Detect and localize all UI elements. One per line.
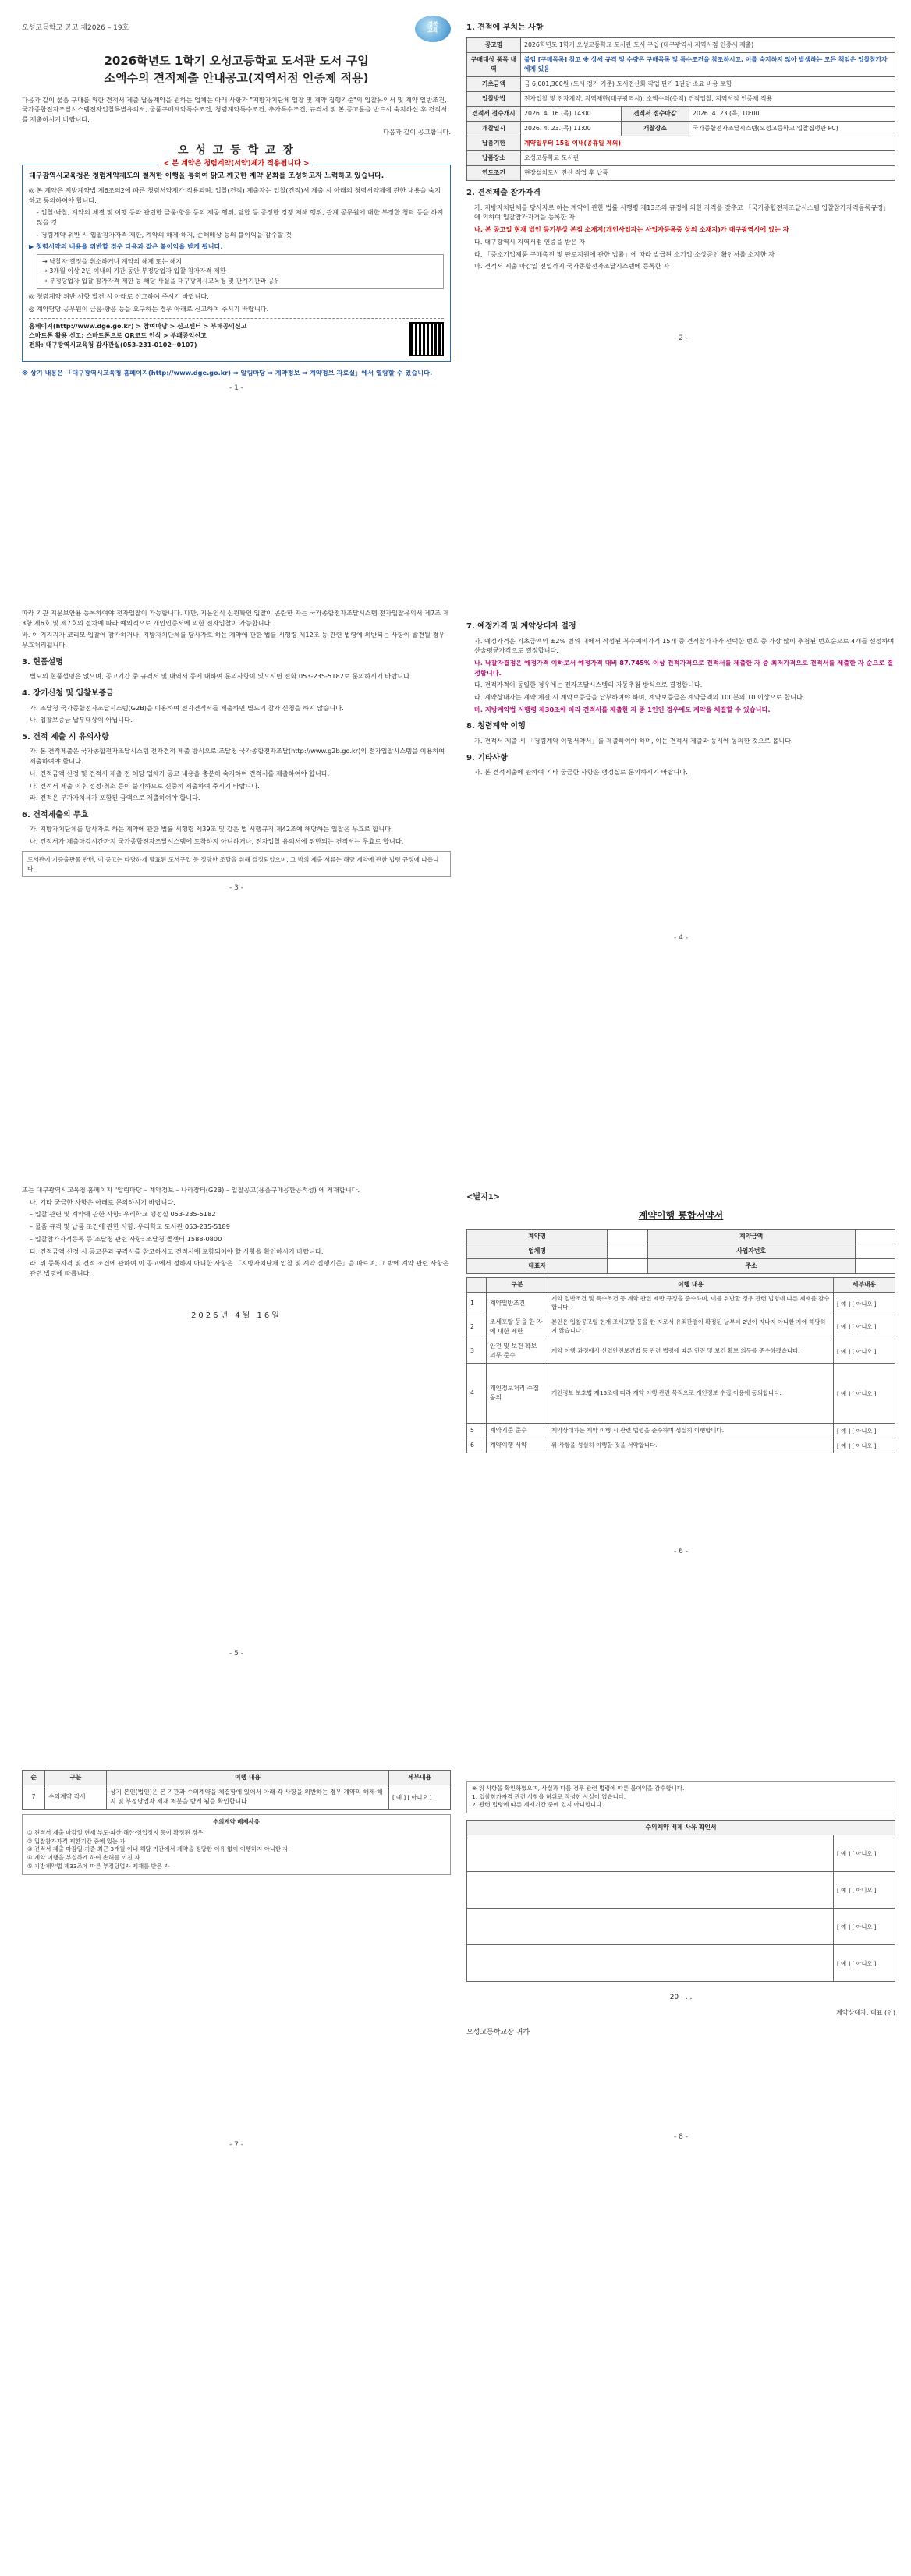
confirm-item: 2. 관련 법령에 따른 제재기간 중에 있지 아니합니다. [472,1801,604,1809]
exclusion-item: ⑤ 지방계약법 제33조에 따른 부정당업자 제재를 받은 자 [27,1862,170,1870]
table-row: 1 계약일반조건 계약 일반조건 및 특수조건 등 계약 관련 제반 규정을 준수하며, 이를 위반할 경우 관련 법령에 따른 제재를 감수합니다. [ 예 ] [ 아니오 ] [467,1293,895,1315]
page-4 [466,583,895,1145]
section-5-item: 나. 견적금액 산정 및 견적서 제출 전 해당 업체가 공고 내용을 충분히 숙지하여 견적서를 제출하여야 합니다. [30,769,330,777]
section-4-item: 나. 입찰보증금 납부대상이 아닙니다. [30,716,133,724]
integrity-head: 대구광역시교육청은 청렴계약제도의 철저한 이행을 통하여 맑고 깨끗한 계약 문화를 조성하고자 노력하고 있습니다. [29,172,385,180]
yes-no-checkbox[interactable]: [ 예 ] [ 아니오 ] [834,1315,895,1339]
contract-info-table [466,1229,895,1274]
section-9-heading: 9. 기타사항 [466,753,508,763]
left-column [22,16,451,2331]
exclusion-title: 수의계약 배제사유 [213,1818,260,1826]
col-header: 순 [23,1771,45,1785]
qr-code-icon [409,322,444,356]
section-6-heading: 6. 견적제출의 무효 [22,810,89,819]
price-item: 가. 예정가격은 기초금액의 ±2% 범위 내에서 작성된 복수예비가격 15개 중 견적참가자가 선택한 번호 중 가장 많이 추첨된 번호순으로 4개를 선정하여 산술평균가격으로 결정합니다. [474,636,895,655]
price-item: 나. 낙찰자결정은 예정가격 이하로서 예정가격 대비 87.745% 이상 견적가격으로 견적서를 제출한 자 중 최저가격으로 견적서를 제출한 자 순으로 결정합니다. [474,658,894,677]
page-number: - 1 - [229,384,243,393]
page-8 [466,1753,895,2337]
contract-amount-field[interactable] [855,1230,895,1244]
contact-item: – 입찰 관련 및 계약에 관한 사항: 우리학교 행정실 053-235-5182 [30,1210,216,1219]
section-3-body: 별도의 현품설명은 없으며, 공고기간 중 규격서 및 내역서 등에 대하여 문의사항이 있으시면 전화 053-235-5182로 문의하시기 바랍니다. [30,672,412,681]
addressee: 오성고등학교장 귀하 [466,2028,530,2036]
report-channels [29,318,444,356]
appendix-title: 계약이행 통합서약서 [638,1209,724,1221]
page-1 [22,16,451,577]
page-2 [466,22,895,583]
table-row: 납품장소 오성고등학교 도서관 [467,151,895,166]
page-6 [466,1145,895,1753]
contact-item: 나. 기타 궁금한 사항은 아래로 문의하시기 바랍니다. [30,1198,175,1206]
table-row: 6 계약이행 서약 위 사항을 성실히 이행할 것을 서약합니다. [ 예 ] [ 아니오 ] [467,1438,895,1453]
page-number: - 2 - [674,334,688,342]
yes-no-checkbox[interactable]: [ 예 ] [ 아니오 ] [834,1293,895,1315]
section-7-heading: 7. 예정가격 및 계약상대자 결정 [466,622,576,631]
section-5-item: 다. 견적서 제출 이후 정정·취소 등이 불가하므로 신중히 제출하여 주시기 바랍니다. [30,781,260,790]
integrity-item: ◎ 청렴계약 위반 사항 발견 시 아래로 신고하여 주시기 바랍니다. [29,292,209,301]
page3-lead2: 바. 이 지지지가 코리모 입찰에 참가하거나, 지방자치단체를 당사자로 하는 계약에 관한 법률 시행령 제12조 등 관련 법령에 위반되는 사항이 발견될 경우 무효처리됩니다. [22,631,445,649]
table-row: 대표자 주소 [467,1259,895,1274]
table-row [467,1835,895,1872]
page-5 [22,1138,451,1746]
eligibility-item: 다. 대구광역시 지역서점 인증을 받은 자 [474,237,586,246]
penalty-item: → 3개월 이상 2년 이내의 기간 동안 부정당업자 입찰 참가자격 제한 [42,267,226,275]
report-phone: 전화: 대구광역시교육청 감사관실(053-231-0102~0107) [29,341,197,349]
confirm-item: 1. 입찰참가자격 관련 사항을 허위로 작성한 사실이 없습니다. [472,1792,626,1800]
notice-date: 2026년 4월 16일 [191,1311,282,1320]
integrity-last: ◎ 계약담당 공무원이 금품·향응 등을 요구하는 경우 아래로 신고하여 주시기 바랍니다. [29,304,269,313]
exclusion-table-title: 수의계약 배제 사유 확인서 [467,1821,895,1835]
footnote-block: 도서관에 기증출판물 관련, 이 공고는 타당하게 발표된 도서구입 등 정당한 조달을 위해 결정되었으며, 그 밖의 제출 서류는 해당 계약에 관한 법령 규정에 따릅니다. [22,851,451,878]
intro-end: 다음과 같이 공고합니다. [383,127,451,136]
report-qr: 스마트폰 활용 신고: 스마트폰으로 QR코드 인식 > 부패공익신고 [29,332,207,340]
section-3-heading: 3. 현품설명 [22,657,63,667]
contact-item: 라. 위 등록자격 및 견적 조건에 관하여 이 공고에서 정하지 아니한 사항은 「지방자치단체 입찰 및 계약 집행기준」을 따르며, 그 밖에 계약 관련 사항은 관련 법령에 따릅니다. [30,1259,449,1277]
confirm-block [466,1781,895,1813]
table-row: 개찰일시 2026. 4. 23.(목) 11:00 개찰장소 국가종합전자조달시스템(오성고등학교 입찰집행관 PC) [467,121,895,136]
page-number: - 7 - [229,2140,243,2149]
contract-name-field[interactable] [608,1230,647,1244]
section-5-item: 가. 본 견적제출은 국가종합전자조달시스템 전자견적 제출 방식으로 조달청 국가종합전자조달(http://www.g2b.go.kr)의 전자입찰시스템을 이용하여 제출하여야 합니다. [30,747,445,766]
page-number: - 5 - [229,1650,243,1658]
penalty-item: → 낙찰자 결정을 취소하거나 계약의 해제 또는 해지 [42,258,183,266]
right-column [466,16,895,2337]
education-logo: 경북 교육 [415,16,451,42]
table-row: 3 안전 및 보건 확보 의무 준수 계약 이행 과정에서 산업안전보건법 등 관련 법령에 따른 안전 및 보건 확보 의무를 준수하겠습니다. [ 예 ] [ 아니오 ] [467,1339,895,1364]
page-number: - 8 - [674,2132,688,2141]
table-row: 견적서 접수개시 2026. 4. 16.(목) 14:00 견적서 접수마감 2026. 4. 23.(목) 10:00 [467,106,895,121]
penalty-item: → 부정당업자 입찰 참가자격 제한 등 해당 사실을 대구광역시교육청 및 관계기관과 공유 [42,277,281,285]
ceo-field[interactable] [608,1259,647,1274]
table-row: 업체명 사업자번호 [467,1244,895,1259]
penalty-head: ▶ 청렴서약의 내용을 위반할 경우 다음과 같은 불이익을 받게 됩니다. [29,242,223,251]
price-item: 마. 지방계약법 시행령 제30조에 따라 견적서를 제출한 자 중 1인인 경우에도 계약을 체결할 수 있습니다. [474,705,771,713]
table-row: 기초금액 금 6,001,300원 (도서 정가 기준) 도서전산화 작업 단가 1권당 소요 비용 포함 [467,76,895,91]
section-4-item: 가. 조달청 국가종합전자조달시스템(G2B)을 이용하여 전자견적서를 제출하면 별도의 참가 신청을 하지 않습니다. [30,703,344,712]
exclusion-block [22,1814,451,1874]
business-number-field[interactable] [855,1244,895,1259]
table-row: 4 개인정보처리 수집 동의 개인정보 보호법 제15조에 따라 계약 이행 관련 목적으로 개인정보 수집·이용에 동의합니다. [ 예 ] [ 아니오 ] [467,1364,895,1424]
pledge-table: 구분 이행 내용 세부내용 1 계약일반조건 계약 일반조건 및 특수조건 등 계약 관련 제반 규정을 준수하며, 이를 위반할 경우 관련 법령에 따른 제재를 감수합니다. [ 예 ] [ 아니오 ] 2 조세포탈 등을 한 자에 대한 제한 본인은 입찰공고일 현재 조세포탈 등을 한 자로서 유죄판결이 확정된 날부터 2년이 지나지 아니한 자에 해당하지 않습니다. [ 예 ] [ 아니오 ] 3 안전 및 보건 확보 의무 준수 계약 이행 과정에서 산업안전보건법 등 관련 법령에 따른 안전 및 보건 확보 의무를 준수하겠습니다. [ 예 ] [ 아니오 ] 4 개인정보처리 수집 동의 개인정보 보호법 제15조에 따라 계약 이행 관련 목적으로 개인정보 수집·이용에 동의합니다. [ 예 ] [ 아니오 ] 5 계약기준 준수 계약상대자는 계약 이행 시 관련 법령을 준수하며 성실히 이행합니다. [ 예 ] [ 아니오 ] 6 계약이행 서약 위 사항을 성실히 이행할 것을 서약합니다. [ 예 ] [ 아니오 ] [466,1277,895,1453]
notice-bottom: ※ 상기 내용은 「대구광역시교육청 홈페이지(http://www.dge.go.kr) ⇒ 알림마당 ⇒ 계약정보 ⇒ 계약정보 자료실」에서 열람할 수 있습니다. [22,368,433,377]
signature-line[interactable]: 계약상대자: 대표 (인) [836,2009,895,2017]
section-2-heading: 2. 견적제출 참가자격 [466,189,541,198]
section-8-heading: 8. 청렴계약 이행 [466,722,526,731]
col-header: 구분 [45,1771,107,1785]
intro-text: 다음과 같이 물품 구매를 위한 견적서 제출·납품계약을 원하는 업체는 아래 사항과 "지방자치단체 입찰 및 계약 집행기준"의 입찰유의서 및 계약 일반조건, 국가종합전자조달시스템전자입찰특별유의서, 물품구매계약특수조건, 청렴계약특수조건, 추가특수조건, 규격서 및 본 공고문을 반드시 숙지하신 후 견적서를 제출하시기 바랍니다. [22,95,448,123]
table-row: 입찰방법 전자입찰 및 전자계약, 지역제한(대구광역시), 소액수의(총액) 견적입찰, 지역서점 인증제 적용 [467,91,895,106]
section-1-heading: 1. 견적에 부치는 사항 [466,23,544,32]
table-row: 연도조건 현장설치도서 전산 작업 후 납품 [467,166,895,181]
section-6-item: 가. 지방자치단체를 당사자로 하는 계약에 관한 법률 시행령 제39조 및 같은 법 시행규칙 제42조에 해당하는 입찰은 무효로 합니다. [30,825,393,833]
eligibility-item: 라. 「중소기업제품 구매촉진 및 판로지원에 관한 법률」에 따라 발급된 소기업·소상공인 확인서를 소지한 자 [474,249,775,258]
page-3 [22,577,451,1138]
exclusion-item: ③ 견적서 제출 마감일 기준 최근 3개월 이내 해당 기관에서 계약을 정당한 이유 없이 이행하지 아니한 자 [27,1845,289,1853]
page-number: - 4 - [674,933,688,942]
yes-no-checkbox[interactable]: [ 예 ] [ 아니오 ] [834,1835,895,1872]
exclusion-item: ① 견적서 제출 마감일 현재 부도·파산·해산·영업정지 등이 확정된 경우 [27,1828,204,1836]
section-6-item: 나. 견적서가 제출마감시간까지 국가종합전자조달시스템에 도착하지 아니하거나, 전자입찰 유의서에 위반되는 견적서는 무효로 합니다. [30,837,404,846]
integrity-title: < 본 계약은 청렴계약(서약)제가 적용됩니다 > [159,159,314,170]
price-item: 라. 계약상대자는 계약 체결 시 계약보증금을 납부하여야 하며, 계약보증금은 계약금액의 100분의 10 이상으로 합니다. [474,693,805,702]
table-row [467,1945,895,1982]
section-5-item: 라. 견적은 부가가치세가 포함된 금액으로 제출하여야 합니다. [30,794,200,802]
table-row: 7 수의계약 각서 상기 본인(법인)은 본 기관과 수의계약을 체결함에 있어서 아래 각 사항을 위반하는 경우 계약의 해제·해지 및 부정당업자 제재 처분을 받게 됨을 확인합니다. [ 예 ] [ 아니오 ] [23,1785,451,1810]
yes-no-checkbox[interactable]: [ 예 ] [ 아니오 ] [834,1872,895,1909]
yes-no-checkbox[interactable]: [ 예 ] [ 아니오 ] [834,1364,895,1424]
integrity-item: - 입찰·낙찰, 계약의 체결 및 이행 등과 관련한 금품·향응 등의 제공 행위, 담합 등 공정한 경쟁 저해 행위, 관계 공무원에 대한 부정한 청탁 등을 하지 않을 것 [37,208,444,226]
page5-lead: 또는 대구광역시교육청 홈페이지 "알림마당 – 계약정보 – 나라장터(G2B) – 입찰공고(용품구매공환공적성) 에 게재합니다. [22,1186,360,1194]
section-5-heading: 5. 견적 제출 시 유의사항 [22,732,109,741]
table-row: 공고명 2026학년도 1학기 오성고등학교 도서관 도서 구입 (대구광역시 지역서점 인증서 제출) [467,37,895,52]
table-row: 납품기한 계약일부터 15일 이내(공휴일 제외) [467,136,895,151]
section-9-body: 가. 본 견적제출에 관하여 기타 궁금한 사항은 행정실로 문의하시기 바랍니다. [474,768,688,777]
pledge-table-continued [22,1770,451,1810]
yes-no-checkbox[interactable]: [ 예 ] [ 아니오 ] [834,1945,895,1982]
integrity-item: ◎ 본 계약은 지방계약법 제6조의2에 따른 청렴서약제가 적용되며, 입찰(견적) 제출자는 입찰(견적)서 제출 시 아래의 청렴서약제에 관한 내용을 숙지하고 동의하여야 합니다. [29,186,441,204]
exclusion-table [466,1820,895,1982]
table-row [467,1872,895,1909]
page-7 [22,1746,451,2331]
address-field[interactable] [855,1259,895,1274]
table-row: 구매대상 품목 내역 붙임 [구매목록] 참고 ※ 상세 규격 및 수량은 구매목록 및 특수조건을 참조하시고, 이를 숙지하지 않아 발생하는 모든 책임은 입찰참가자에게 있음 [467,52,895,76]
eligibility-item: 마. 견적서 제출 마감일 전일까지 국가종합전자조달시스템에 등록한 자 [474,262,670,271]
table-row [467,1909,895,1945]
page3-lead: 따라 기관 지문보안용 등록하여야 전자입찰이 가능합니다. 다만, 지문인식 신원확인 입찰이 곤란한 자는 국가종합전자조달시스템 전자입찰유의서 제7조 제3항 제6호 및 제7호의 절차에 따라 예외적으로 개인인증서에 의한 전자입찰이 가능합니다. [22,609,449,627]
eligibility-item: 나. 본 공고일 현재 법인 등기부상 본점 소재지(개인사업자는 사업자등록증 상의 소재지)가 대구광역시에 있는 자 [474,225,789,234]
appendix-label: <별지1> [466,1193,501,1201]
notice-number: 오성고등학교 공고 제2026 – 19호 [22,24,129,33]
page-title: 2026학년도 1학기 오성고등학교 도서관 도서 구입 소액수의 견적제출 안내공고(지역서점 인증제 적용) [104,54,369,85]
sign-date: 20 . . . [669,1994,693,2002]
col-header: 세부내용 [389,1771,451,1785]
table-row: 2 조세포탈 등을 한 자에 대한 제한 본인은 입찰공고일 현재 조세포탈 등을 한 자로서 유죄판결이 확정된 날부터 2년이 지나지 아니한 자에 해당하지 않습니다. [ 예 ] [ 아니오 ] [467,1315,895,1339]
price-item: 다. 견적가격이 동일한 경우에는 전자조달시스템의 자동추첨 방식으로 결정합니다. [474,681,703,689]
yes-no-checkbox[interactable]: [ 예 ] [ 아니오 ] [834,1339,895,1364]
exclusion-item: ④ 계약 이행을 부실하게 하여 손해를 끼친 자 [27,1854,140,1862]
bid-info-table [466,37,895,182]
integrity-box [22,160,451,362]
report-homepage[interactable]: 홈페이지(http://www.dge.go.kr) > 참여마당 > 신고센터 > 부패공익신고 [29,322,247,330]
col-header: 이행 내용 [107,1771,389,1785]
contact-item: – 물품 규격 및 납품 조건에 관한 사항: 우리학교 도서관 053-235-5189 [30,1223,230,1231]
yes-no-checkbox[interactable]: [ 예 ] [ 아니오 ] [834,1438,895,1453]
contact-item: – 입찰참가자격등록 등 조달청 관련 사항: 조달청 콜센터 1588-0800 [30,1234,222,1243]
section-8-body: 가. 견적서 제출 시 「청렴계약 이행서약서」를 제출하여야 하며, 이는 견적서 제출과 동시에 동의한 것으로 봅니다. [474,736,793,745]
page-number: - 3 - [229,884,243,893]
integrity-item: - 청렴계약 위반 시 입찰참가자격 제한, 계약의 해제·해지, 손해배상 등의 불이익을 감수할 것 [37,230,292,239]
company-name-field[interactable] [608,1244,647,1259]
yes-no-checkbox[interactable]: [ 예 ] [ 아니오 ] [834,1424,895,1438]
confirm-item: ※ 위 사항을 확인하였으며, 사실과 다를 경우 관련 법령에 따른 불이익을 감수합니다. [472,1785,685,1792]
table-row: 계약명 계약금액 [467,1230,895,1244]
exclusion-item: ② 입찰참가자격 제한기간 중에 있는 자 [27,1837,126,1845]
yes-no-checkbox[interactable]: [ 예 ] [ 아니오 ] [834,1909,895,1945]
school-name: 오 성 고 등 학 교 장 [178,144,295,157]
eligibility-item: 가. 지방자치단체를 당사자로 하는 계약에 관한 법률 시행령 제13조의 규정에 의한 자격을 갖추고 「국가종합전자조달시스템 입찰참가자격등록규정」에 의하여 입찰참가자격을 등록한 자 [474,203,890,221]
section-4-heading: 4. 장기신청 및 입찰보증금 [22,689,114,699]
page-number: - 6 - [674,1548,688,1556]
yes-no-checkbox[interactable]: [ 예 ] [ 아니오 ] [389,1785,451,1810]
table-row: 5 계약기준 준수 계약상대자는 계약 이행 시 관련 법령을 준수하며 성실히 이행합니다. [ 예 ] [ 아니오 ] [467,1424,895,1438]
penalty-box [37,254,444,289]
contact-item: 다. 견적금액 산정 시 공고문과 규격서를 참고하시고 견적서에 포함되어야 할 사항을 확인하시기 바랍니다. [30,1247,324,1255]
